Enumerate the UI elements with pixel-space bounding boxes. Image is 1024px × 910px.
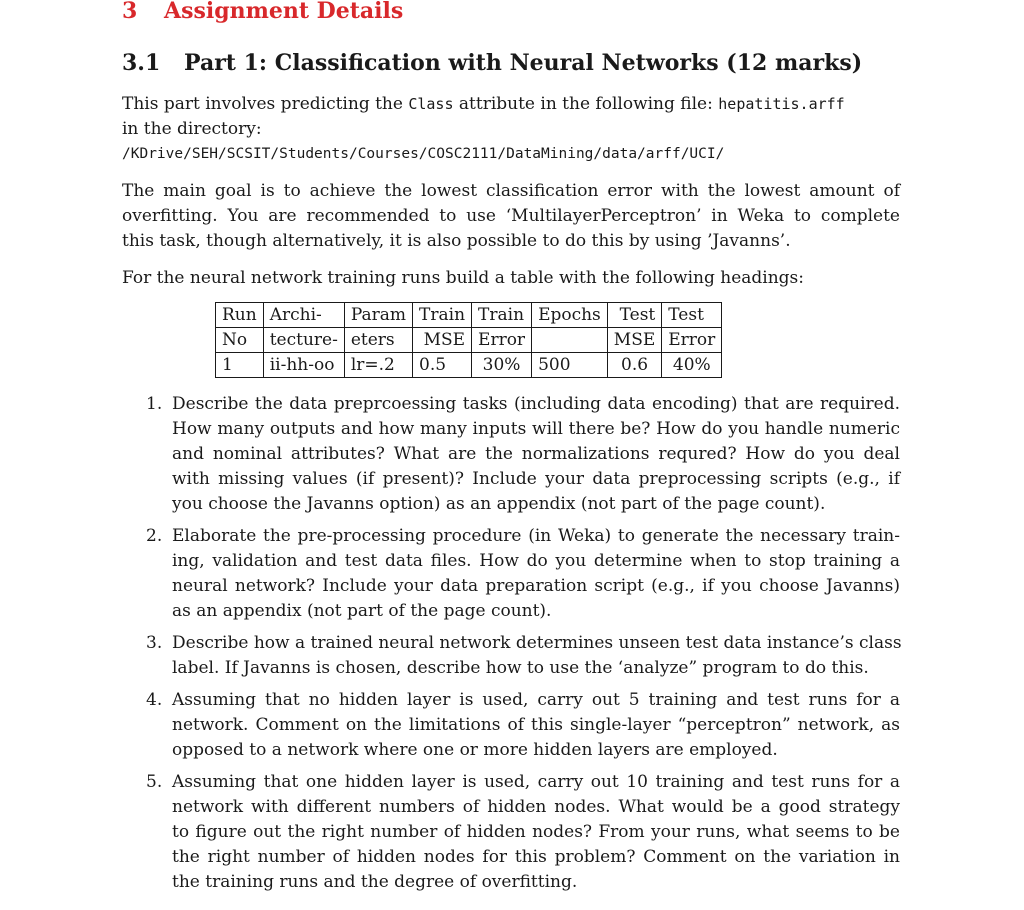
intro-line-1 <box>122 92 900 117</box>
header-cell: Train <box>413 303 472 328</box>
table-row <box>216 353 722 378</box>
list-item-body <box>172 392 900 517</box>
list-item-line: the right number of hidden nodes for this problem? Comment on the variation in <box>172 847 900 867</box>
list-item-line: you choose the Javanns option) as an appendix (not part of the page count). <box>172 494 826 514</box>
section-number: 3 <box>122 0 138 24</box>
intro-paragraph <box>122 92 900 167</box>
table-cell: 40% <box>662 353 722 378</box>
list-item-line: neural network? Include your data preparation script (e.g., if you choose Javanns) <box>172 576 900 596</box>
list-item-line: ing, validation and test data files. How do you determine when to stop training a <box>172 551 900 571</box>
header-cell: No <box>216 328 264 353</box>
directory-path: /KDrive/SEH/SCSIT/Students/Courses/COSC2111/DataMining/data/arff/UCI/ <box>122 146 725 162</box>
list-item-line: Assuming that no hidden layer is used, carry out 5 training and test runs for a <box>172 690 900 710</box>
list-item-line: as an appendix (not part of the page count). <box>172 601 552 621</box>
table-cell: 500 <box>532 353 608 378</box>
list-item-line: Assuming that one hidden layer is used, carry out 10 training and test runs for a <box>172 772 900 792</box>
list-item-line: with missing values (if present)? Include your data preprocessing scripts (e.g., if <box>172 469 900 489</box>
header-cell: Run <box>216 303 264 328</box>
list-marker: 5. <box>146 772 163 792</box>
training-runs-table <box>215 302 722 378</box>
list-item-line: Describe how a trained neural network determines unseen test data instance’s class <box>172 633 902 653</box>
list-marker: 3. <box>146 633 163 653</box>
table-header-row-2 <box>216 328 722 353</box>
table-cell: 0.6 <box>607 353 661 378</box>
list-item-line: network with different numbers of hidden nodes. What would be a good strategy <box>172 797 900 817</box>
list-item-line: Elaborate the pre-processing procedure (in Weka) to generate the necessary train- <box>172 526 900 546</box>
table-cell: lr=.2 <box>344 353 412 378</box>
header-cell: Epochs <box>532 303 608 328</box>
list-item-body <box>172 631 900 681</box>
list-item-line: opposed to a network where one or more hidden layers are employed. <box>172 740 778 760</box>
list-item-line: Describe the data preprcoessing tasks (including data encoding) that are required. <box>172 394 900 414</box>
list-item-line: to figure out the right number of hidden nodes? From your runs, what seems to be <box>172 822 900 842</box>
header-cell: eters <box>344 328 412 353</box>
list-item-body <box>172 770 900 895</box>
goal-line-2: overfitting. You are recommended to use ‘MultilayerPerceptron’ in Weka to complete <box>122 206 900 226</box>
list-item-line: and nominal attributes? What are the normalizations requred? How do you deal <box>172 444 900 464</box>
table-intro-paragraph <box>122 266 900 291</box>
list-item-body <box>172 688 900 763</box>
arff-filename: hepatitis.arff <box>718 95 845 113</box>
class-attribute-code: Class <box>408 95 454 113</box>
section-title-text: Assignment Details <box>164 0 404 24</box>
header-cell: Error <box>472 328 532 353</box>
goal-paragraph <box>122 179 900 254</box>
table-intro-text: For the neural network training runs build a table with the following headings: <box>122 268 805 288</box>
header-cell: Error <box>662 328 722 353</box>
list-item-body <box>172 524 900 624</box>
table-cell: 1 <box>216 353 264 378</box>
subsection-title-text: Part 1: Classification with Neural Networks (12 marks) <box>184 50 863 76</box>
list-marker: 1. <box>146 394 163 414</box>
header-cell: MSE <box>607 328 661 353</box>
subsection-heading <box>122 50 862 76</box>
list-item-line: label. If Javanns is chosen, describe how to use the ‘analyze” program to do this. <box>172 658 869 678</box>
header-cell <box>532 328 608 353</box>
header-cell: Test <box>662 303 722 328</box>
table-cell: 30% <box>472 353 532 378</box>
table-header-row-1 <box>216 303 722 328</box>
header-cell: Train <box>472 303 532 328</box>
list-item-line: network. Comment on the limitations of this single-layer “perceptron” network, as <box>172 715 900 735</box>
goal-line-1: The main goal is to achieve the lowest classification error with the lowest amount of <box>122 181 900 201</box>
subsection-number: 3.1 <box>122 50 161 76</box>
intro-line-2: in the directory: <box>122 119 262 139</box>
table-cell: 0.5 <box>413 353 472 378</box>
table-cell: ii-hh-oo <box>263 353 344 378</box>
header-cell: Test <box>607 303 661 328</box>
header-cell: tecture- <box>263 328 344 353</box>
header-cell: MSE <box>413 328 472 353</box>
list-marker: 4. <box>146 690 163 710</box>
header-cell: Param <box>344 303 412 328</box>
header-cell: Archi- <box>263 303 344 328</box>
list-marker: 2. <box>146 526 163 546</box>
list-item-line: How many outputs and how many inputs will there be? How do you handle numeric <box>172 419 900 439</box>
list-item-line: the training runs and the degree of overfitting. <box>172 872 578 892</box>
section-heading <box>122 0 403 24</box>
intro-text-a: This part involves predicting the <box>122 94 409 114</box>
goal-line-3: this task, though alternatively, it is also possible to do this by using ’Javanns’. <box>122 231 791 251</box>
intro-text-b: attribute in the following file: <box>453 94 719 114</box>
